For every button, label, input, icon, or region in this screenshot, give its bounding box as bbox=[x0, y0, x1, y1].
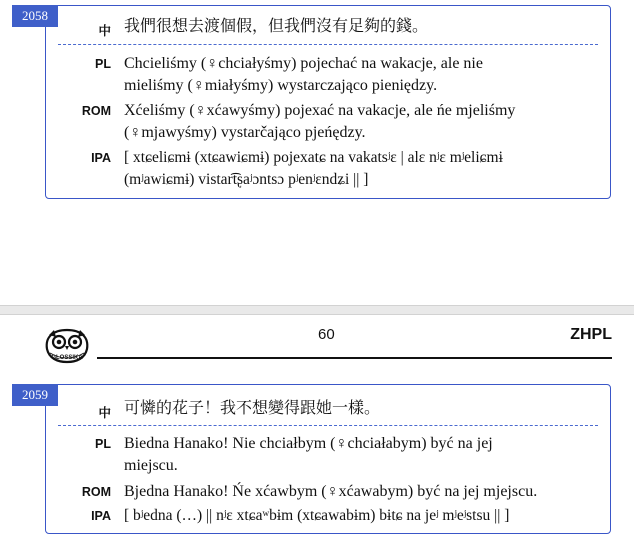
ipa-transcription: [ xtɕeliɕmɨ (xtɕawiɕmɨ) pojexatɕ na vakatsʲɛ | alɛ nʲɛ mʲeliɕmɨ (mʲawiɕmɨ) vistar͡tʂaʲɔntsɔ pʲenʲɛndʑi || ] bbox=[124, 149, 503, 188]
ipa-tag: IPA bbox=[91, 151, 111, 165]
glossika-owl-logo bbox=[43, 327, 91, 365]
sentence-number-badge: 2059 bbox=[12, 384, 58, 406]
course-code: ZHPL bbox=[570, 326, 612, 343]
rom-tag: ROM bbox=[81, 104, 111, 118]
rom-sentence: Xćeliśmy (♀xćawyśmy) pojexać na vakacje, ale ńe mjeliśmy (♀mjawyśmy) vystarčająco pjeńędzy. bbox=[124, 102, 516, 141]
zh-tag: 中 bbox=[98, 24, 111, 38]
zh-sentence: 我們很想去渡個假，但我們沒有足夠的錢。 bbox=[124, 18, 429, 35]
pl-sentence: Biedna Hanako! Nie chciałbym (♀chciałabym) być na jej miejscu. bbox=[124, 435, 493, 474]
ipa-tag: IPA bbox=[91, 509, 111, 523]
rom-tag: ROM bbox=[81, 485, 111, 499]
ipa-transcription: [ bʲedna (…) || nʲɛ xtɕaʷbɨm (xtɕawabɨm) bɨtɕ na jeʲ mʲeʲstsu || ] bbox=[124, 507, 510, 524]
pl-tag: PL bbox=[95, 437, 111, 451]
dashed-divider bbox=[58, 44, 598, 45]
pl-sentence: Chcieliśmy (♀chciałyśmy) pojechać na wakacje, ale nie mieliśmy (♀miałyśmy) wystarczająco pieniędzy. bbox=[124, 55, 483, 94]
header-rule bbox=[97, 357, 612, 359]
dashed-divider bbox=[58, 425, 598, 426]
zh-sentence: 可憐的花子！我不想變得跟她一樣。 bbox=[124, 400, 381, 417]
sentence-card-2058 bbox=[45, 5, 611, 199]
logo-wordmark: GLOSSIKA bbox=[51, 355, 83, 361]
sentence-number-badge: 2058 bbox=[12, 5, 58, 27]
zh-tag: 中 bbox=[98, 406, 111, 420]
page-number: 60 bbox=[318, 326, 335, 343]
pl-tag: PL bbox=[95, 57, 111, 71]
rom-sentence: Bjedna Hanako! Ńe xćawbym (♀xćawabym) być na jej mjejscu. bbox=[124, 483, 538, 500]
page-separator bbox=[0, 305, 634, 315]
sentence-card-2059 bbox=[45, 384, 611, 534]
